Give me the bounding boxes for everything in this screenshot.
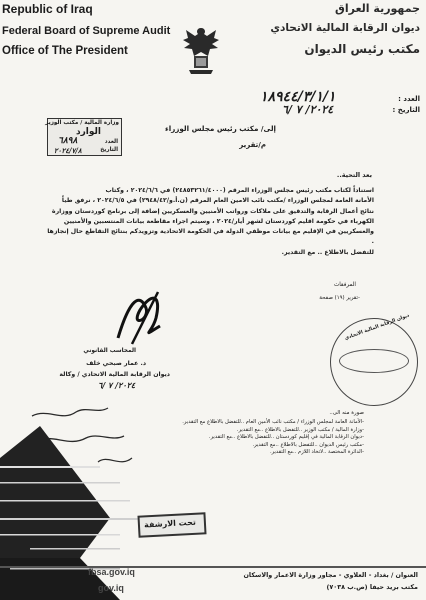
iraq-eagle-emblem-icon: [180, 22, 222, 80]
received-stamp-ministry: وزارة المالية / مكتب الوزير: [45, 120, 119, 126]
body-line: للتفضل بالاطلاع .. مع التقدير.: [281, 248, 374, 256]
copies-item: -الأمانة العامة لمجلس الوزراء / مكتب نائب الأمين العام ..للتفضل بالاطلاع مع التقدير.: [182, 419, 364, 425]
date-value: ٢٠٢٤/ ٧ /٦: [282, 103, 334, 116]
date-label: التاريخ :: [392, 106, 420, 114]
footer-website-2[interactable]: gov.iq: [98, 583, 124, 593]
ref-number: ١٨٩٤٤/٣/١/١: [260, 89, 336, 105]
header-en-country: Republic of Iraq: [2, 2, 93, 16]
header-ar-office: مكتب رئيس الديوان: [304, 42, 420, 56]
footer-website[interactable]: fbsa.gov.iq: [88, 567, 135, 577]
received-stamp: [47, 118, 122, 156]
attachments-item: -تقرير (١٩) صفحة: [319, 295, 360, 301]
body-line: الأمانة العامة لمجلس الوزراء /مكتب نائب الامين العام المرقم (ن.أ.و/٢٩٤٨/٤٢) في ٢٠٢٤/٦/٥ ، نرفق طياً: [61, 197, 374, 205]
archive-stamp-text: تحت الارشفة: [143, 517, 197, 530]
ref-label: العدد :: [398, 95, 420, 103]
attachments-label: المرفقات: [333, 282, 356, 288]
body-line: نتائج أعمال الرقابة والتدقيق على ملاكات ورواتب الأمنيين والعسكريين إضافة إلى برنامج كوردستان ووزارة: [51, 207, 374, 215]
signature-name: د. عمار صبحي خلف: [86, 360, 146, 367]
footer-divider: [0, 566, 426, 568]
circular-stamp: [330, 313, 418, 406]
subject-line: م/تقرير: [239, 141, 266, 149]
body-line: الكهرباء في حكومة اقليم كوردستان لشهر أيار/٢٠٢٤ ، وسيتم اجراء مقاطعة بيانات المنتسبين والأمنيين: [63, 217, 374, 225]
copies-item: -ديوان الرقابة المالية في إقليم كوردستان ..للتفضل بالاطلاع ..مع التقدير.: [208, 434, 364, 441]
header-en-office: Office of The President: [2, 45, 128, 57]
received-stamp-number: ٦٨٩٨: [58, 136, 78, 146]
signature-org: ديوان الرقابة المالية الاتحادي / وكالة: [59, 371, 170, 378]
circular-stamp-text: ديوان الرقابة المالية الاتحادي: [343, 313, 410, 342]
salutation: بعد التحية..: [336, 171, 372, 179]
copies-item: -وزارة المالية / مكتب الوزير ..للتفضل بالاطلاع ..مع التقدير.: [236, 426, 364, 433]
body-line: والعسكريين في الإقليم مع بيانات موظفي الدولة في الحكومة الاتحادية وتزويدكم بنتائج التقاطع حال إنجازها .: [47, 228, 374, 246]
body-paragraph: [44, 186, 374, 258]
signature-date: ٢٠٢٤/ ٧ /٦: [98, 380, 136, 390]
footer-address: العنوان / بغداد - العلاوي - مجاور وزارة الاعمار والاسكان: [243, 571, 418, 579]
copies-item: -مكتب رئيس الديوان ..للتفضل بالاطلاع ..مع التقدير.: [252, 441, 364, 448]
copies-label: صورة منه الى..: [329, 410, 364, 416]
received-stamp-title: الوارد: [76, 127, 101, 137]
archive-stamp: [137, 512, 206, 538]
received-stamp-date: ٢٠٢٤/٧/٨: [54, 146, 82, 155]
header-en-board: Federal Board of Supreme Audit: [2, 25, 171, 37]
received-stamp-date-label: التاريخ: [100, 147, 118, 153]
header-ar-country: جمهورية العراق: [335, 2, 420, 15]
body-line: استناداً لكتاب مكتب رئيس مجلس الوزراء المرقم (٢٤٨٥٣٢٦١/٤٠٠٠) في ٢٠٢٤/٦/٦ ، وكتاب: [105, 187, 374, 194]
addressee-line: إلى/ مكتب رئيس مجلس الوزراء: [165, 124, 276, 133]
copies-item: -الدائرة المختصة ..لاتخاذ اللازم ..مع التقدير.: [269, 449, 364, 456]
header-ar-board: ديوان الرقابة المالية الاتحادي: [270, 22, 420, 34]
signature-title: المحاسب القانوني: [83, 348, 136, 354]
footer-postal: مكتب بريد حيفا (ص.ب ٧٠٣٨): [326, 583, 418, 591]
received-stamp-number-label: العدد: [104, 139, 118, 145]
signature-scribble-icon: [110, 288, 180, 348]
